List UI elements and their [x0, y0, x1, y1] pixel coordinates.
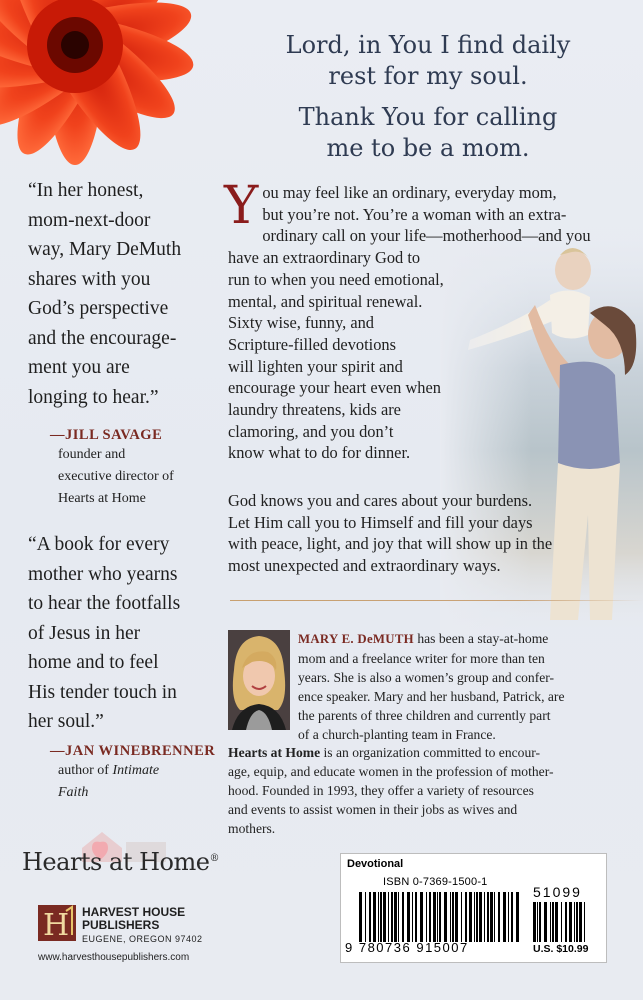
main-line: mental, and spiritual renewal. [228, 291, 423, 311]
main-line: clamoring, and you don’t [228, 421, 394, 441]
main-line: Scripture-filled devotions [228, 334, 396, 354]
main-line: ou may feel like an ordinary, everyday mom, [262, 183, 557, 202]
quote-line: home and to feel [28, 652, 159, 673]
publisher-city: EUGENE, OREGON 97402 [82, 934, 203, 944]
svg-text:H: H [43, 908, 70, 943]
main-line: encourage your heart even when [228, 378, 441, 398]
endorsement-quote-1 [28, 176, 213, 412]
hearts-at-home-description [228, 743, 628, 838]
prayer-line: Thank You for calling [298, 103, 558, 131]
hah-line: hood. Founded in 1993, they offer a variety of resources [228, 783, 534, 798]
main-line: but you’re not. You’re a woman with an extra- [262, 204, 567, 224]
endorsement-quote-2 [28, 530, 218, 737]
author-bio-line: mom and a freelance writer for more than ten [298, 651, 545, 666]
drop-cap: Y [224, 176, 259, 236]
publisher-name: HARVEST HOUSE PUBLISHERS [82, 905, 186, 932]
author-bio [298, 629, 628, 744]
quote-line: her soul.” [28, 711, 104, 732]
price-code: 51099 [533, 884, 582, 900]
prayer-line: Lord, in You I find daily [285, 31, 571, 59]
endorser-detail: Faith [58, 785, 89, 800]
price-text: U.S. $10.99 [533, 943, 589, 955]
quote-line: mother who yearns [28, 563, 178, 585]
endorsement-attribution-2 [50, 743, 228, 804]
quote-line: ment you are [28, 357, 130, 378]
isbn-barcode [359, 892, 519, 942]
red-flower-image [0, 0, 220, 170]
price-barcode [533, 902, 585, 942]
author-bio-line: years. She is also a women’s group and confer- [298, 670, 555, 685]
hah-line: Hearts at Home is an organization committed to encour- [228, 745, 541, 760]
quote-line: way, Mary DeMuth [28, 239, 182, 260]
main-description [224, 176, 632, 464]
endorsement-attribution-1 [50, 427, 228, 510]
main-description-2 [228, 490, 628, 577]
quote-line: shares with you [28, 268, 151, 290]
prayer-heading [228, 30, 628, 174]
endorser-detail: author of Intimate [58, 763, 160, 778]
divider [230, 600, 643, 601]
hearts-at-home-logo: Hearts at Home® [22, 848, 219, 876]
main-line: know what to do for dinner. [228, 443, 411, 463]
endorser-detail: Hearts at Home [58, 491, 146, 506]
hah-line: and events to assist women in their jobs as wives and [228, 802, 518, 817]
main-line: will lighten your spirit and [228, 356, 403, 376]
author-bio-line: MARY E. DeMUTH has been a stay-at-home [298, 631, 549, 646]
quote-line: His tender touch in [28, 681, 177, 703]
quote-line: and the encourage- [28, 327, 177, 349]
quote-line: mom-next-door [28, 209, 151, 231]
hah-line: mothers. [228, 821, 276, 836]
main-line: Let Him call you to Himself and fill your days [228, 512, 533, 532]
quote-line: longing to hear.” [28, 386, 159, 408]
prayer-line: me to be a mom. [326, 134, 530, 162]
author-bio-line: of a church-planting team in France. [298, 727, 496, 742]
quote-line: to hear the footfalls [28, 593, 181, 614]
main-line: with peace, light, and joy that will show up in the [228, 534, 553, 554]
main-line: Sixty wise, funny, and [228, 313, 374, 333]
endorser-name: —JAN WINEBRENNER [50, 743, 216, 759]
endorser-detail: founder and [58, 447, 126, 462]
main-line: run to when you need emotional, [228, 269, 444, 289]
category-label: Devotional [347, 858, 404, 870]
endorser-detail: executive director of [58, 469, 174, 484]
main-line: most unexpected and extraordinary ways. [228, 556, 501, 576]
barcode-digits: 9 780736 915007 [345, 940, 469, 955]
quote-line: of Jesus in her [28, 622, 141, 644]
publisher-url[interactable]: www.harvesthousepublishers.com [38, 952, 190, 963]
main-line: God knows you and cares about your burdens. [228, 491, 533, 510]
endorser-name: —JILL SAVAGE [50, 427, 163, 443]
main-line: have an extraordinary God to [228, 248, 421, 268]
author-bio-line: the parents of three children and currently part [298, 708, 551, 723]
isbn-text: ISBN 0-7369-1500-1 [383, 876, 488, 888]
prayer-line: rest for my soul. [328, 62, 528, 90]
author-photo [228, 630, 290, 730]
barcode-box [340, 853, 607, 963]
author-name: MARY E. DeMUTH [298, 632, 414, 646]
main-line: ordinary call on your life—motherhood—and you [262, 226, 591, 246]
quote-line: “A book for every [28, 534, 170, 555]
main-line: laundry threatens, kids are [228, 400, 401, 420]
hah-line: age, equip, and educate women in the profession of mother- [228, 764, 554, 779]
author-bio-line: ence speaker. Mary and her husband, Patrick, are [298, 689, 565, 704]
quote-line: God’s perspective [28, 298, 169, 319]
quote-line: “In her honest, [28, 180, 144, 201]
